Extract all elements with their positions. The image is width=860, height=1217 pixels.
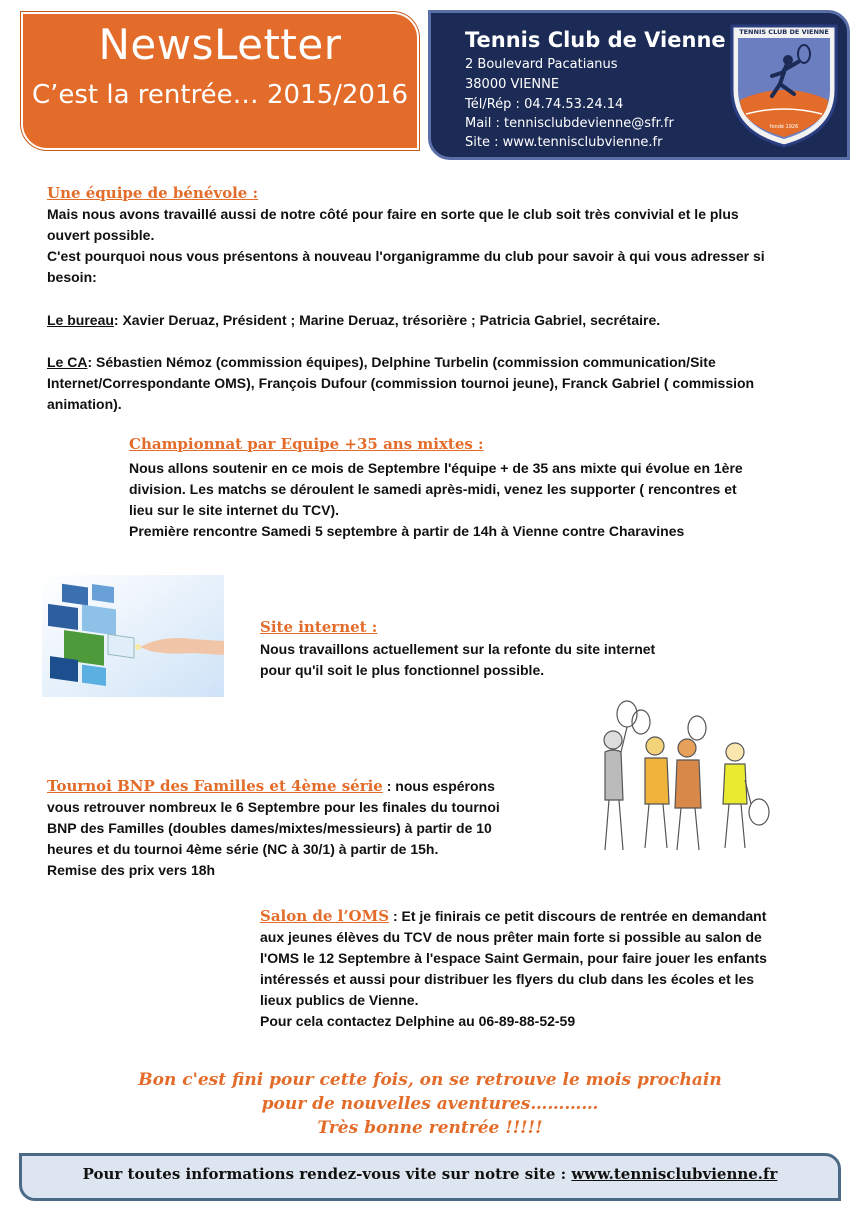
club-logo [728,20,840,148]
club-address-2: 38000 VIENNE [465,77,560,92]
salon-line-4: intéressés et aussi pour distribuer les flyers du club dans les écoles et les [260,971,755,987]
bureau-line [47,310,660,331]
ca-line-2: Internet/Correspondante OMS), François Dufour (commission tournoi jeune), Franck Gabriel ( commission [47,375,755,391]
salon-line-3: l'OMS le 12 Septembre à l'espace Saint Germain, pour faire jouer les enfants [260,950,767,966]
footer-label: Pour toutes informations rendez-vous vite sur notre site : [82,1165,567,1183]
logo-year: fondé 1926 [769,124,799,130]
logo-text: TENNIS CLUB DE VIENNE [739,28,829,36]
site-internet-line-2: pour qu'il soit le plus fonctionnel possible. [260,662,545,678]
ca-label: Le CA [47,354,88,370]
club-mail[interactable]: Mail : tennisclubdevienne@sfr.fr [465,116,674,131]
ca-line-1 [47,352,716,373]
newsletter-title: NewsLetter [98,20,342,69]
tournoi-line-2: vous retrouver nombreux le 6 Septembre pour les finales du tournoi [47,799,500,815]
ca-text-1: : Sébastien Némoz (commission équipes), Delphine Turbelin (commission communication/Site [87,354,716,370]
closing-message [60,1068,800,1140]
benevole-line-3: C'est pourquoi nous vous présentons à nouveau l'organigramme du club pour savoir à qui vous adresser si [47,248,765,264]
footer-link[interactable]: www.tennisclubvienne.fr [571,1165,778,1183]
digital-screens-image [42,575,224,697]
closing-line-2: pour de nouvelles aventures………… [261,1094,599,1114]
closing-line-1: Bon c'est fini pour cette fois, on se retrouve le mois prochain [138,1070,722,1090]
club-address-1: 2 Boulevard Pacatianus [465,57,618,72]
salon-heading: Salon de l’OMS [260,907,390,925]
newsletter-subtitle: C’est la rentrée… 2015/2016 [31,80,409,110]
salon-line-1-rest: : Et je finirais ce petit discours de rentrée en demandant [392,908,767,924]
salon-line-5: lieux publics de Vienne. [260,992,419,1008]
tournoi-line-1-rest: : nous espérons [386,778,495,794]
benevole-line-1: Mais nous avons travaillé aussi de notre côté pour faire en sorte que le club soit très convivial et le plus [47,206,739,222]
championnat-line-3: lieu sur le site internet du TCV). [129,502,340,518]
tournoi-line-5: Remise des prix vers 18h [47,862,216,878]
tennis-players-image [575,700,775,860]
footer-text [19,1165,841,1183]
tournoi-line-1 [47,776,495,797]
salon-line-1 [260,906,766,927]
salon-line-6: Pour cela contactez Delphine au 06-89-88-52-59 [260,1013,576,1029]
bureau-label: Le bureau [47,312,114,328]
closing-line-3: Très bonne rentrée !!!!! [317,1118,543,1138]
championnat-line-1: Nous allons soutenir en ce mois de Septembre l'équipe + de 35 ans mixte qui évolue en 1ère [129,460,743,476]
tournoi-heading: Tournoi BNP des Familles et 4ème série [47,777,383,795]
tournoi-line-4: heures et du tournoi 4ème série (NC à 30/1) à partir de 15h. [47,841,439,857]
benevole-line-2: ouvert possible. [47,227,155,243]
championnat-line-4: Première rencontre Samedi 5 septembre à partir de 14h à Vienne contre Charavines [129,523,685,539]
ca-line-3: animation). [47,396,122,412]
club-name: Tennis Club de Vienne [465,28,726,52]
salon-line-2: aux jeunes élèves du TCV de nous prêter main forte si possible au salon de [260,929,762,945]
site-internet-line-1: Nous travaillons actuellement sur la refonte du site internet [260,641,656,657]
benevole-heading: Une équipe de bénévole : [47,184,259,202]
tournoi-line-3: BNP des Familles (doubles dames/mixtes/messieurs) à partir de 10 [47,820,492,836]
club-phone: Tél/Rép : 04.74.53.24.14 [465,97,624,112]
club-site[interactable]: Site : www.tennisclubvienne.fr [465,135,663,150]
site-internet-heading: Site internet : [260,618,378,636]
bureau-text: : Xavier Deruaz, Président ; Marine Deruaz, trésorière ; Patricia Gabriel, secrétaire. [113,312,661,328]
championnat-heading: Championnat par Equipe +35 ans mixtes : [129,435,484,453]
benevole-line-4: besoin: [47,269,97,285]
championnat-line-2: division. Les matchs se déroulent le samedi après-midi, venez les supporter ( rencontres et [129,481,737,497]
